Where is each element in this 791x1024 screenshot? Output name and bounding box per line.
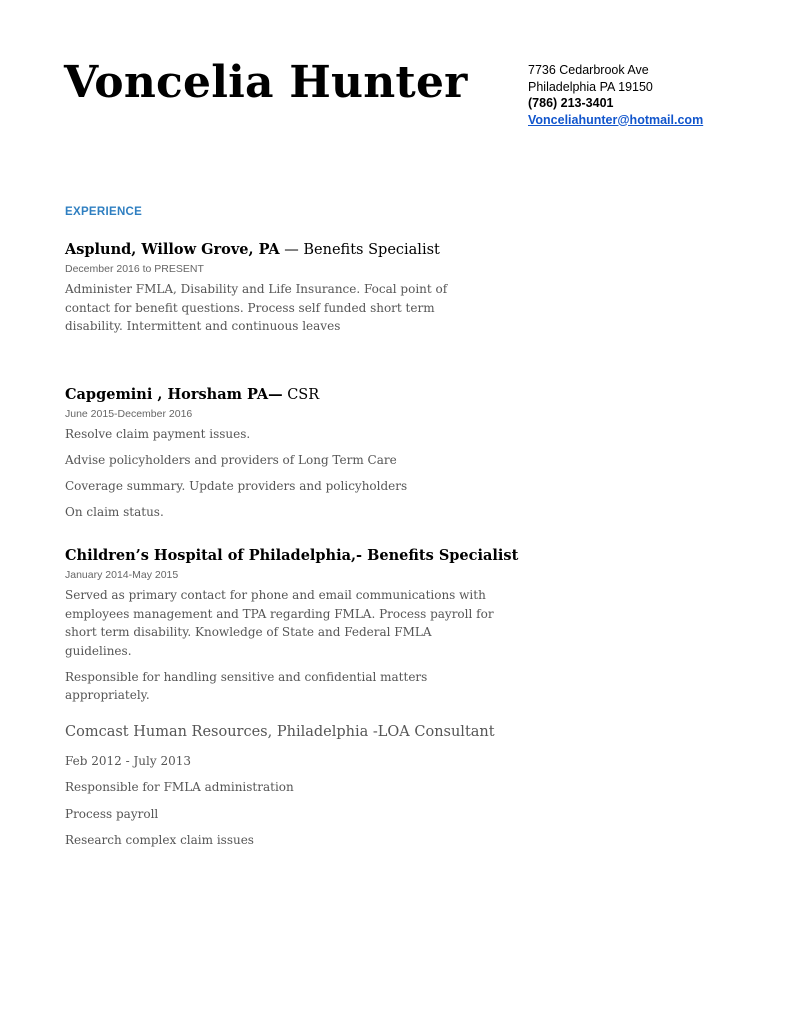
job-title xyxy=(65,386,495,404)
job-description-line: Resolve claim payment issues. xyxy=(65,427,251,441)
job-title xyxy=(65,547,519,565)
job-description-line: On claim status. xyxy=(65,505,164,519)
job-entry-chop xyxy=(65,547,519,705)
phone-number: (786) 213-3401 xyxy=(528,96,614,110)
address-line-1: 7736 Cedarbrook Ave xyxy=(528,63,649,77)
job-description-line: Research complex claim issues xyxy=(65,833,254,847)
job-title xyxy=(65,241,495,259)
address-line-2: Philadelphia PA 19150 xyxy=(528,79,653,94)
job-title-comcast: Comcast Human Resources, Philadelphia -LOA Consultant xyxy=(65,724,495,740)
job-role: CSR xyxy=(282,387,320,403)
job-description: Served as primary contact for phone and email communications with employees management and TPA regarding FMLA. Process payroll for short term disability. Knowledge of State and Federal FMLA guidelines. xyxy=(65,588,494,658)
job-entry-asplund xyxy=(65,241,495,336)
candidate-name: Voncelia Hunter xyxy=(64,57,468,108)
experience-heading: EXPERIENCE xyxy=(65,206,143,218)
job-dates: January 2014-May 2015 xyxy=(65,569,179,581)
job-organization: Capgemini , Horsham PA— xyxy=(65,386,283,403)
contact-block xyxy=(528,62,703,128)
job-dates-comcast: Feb 2012 - July 2013 xyxy=(65,754,191,768)
job-description: Administer FMLA, Disability and Life Insurance. Focal point of contact for benefit questions. Process self funded short term disability. Intermittent and continuous leaves xyxy=(65,282,448,333)
job-organization: Children’s Hospital of Philadelphia,- Benefits Specialist xyxy=(65,547,519,564)
job-description: Responsible for handling sensitive and confidential matters appropriately. xyxy=(65,669,428,702)
job-description-line: Coverage summary. Update providers and policyholders xyxy=(65,479,408,493)
job-entry-capgemini xyxy=(65,386,495,522)
job-dates: June 2015-December 2016 xyxy=(65,408,193,420)
job-description-line: Advise policyholders and providers of Long Term Care xyxy=(65,453,397,467)
job-description-line: Responsible for FMLA administration xyxy=(65,780,294,794)
job-dates: December 2016 to PRESENT xyxy=(65,263,204,275)
email-link[interactable]: Vonceliahunter@hotmail.com xyxy=(528,112,704,127)
job-description-line: Process payroll xyxy=(65,807,159,821)
job-organization: Asplund, Willow Grove, PA xyxy=(65,241,280,258)
job-role: — Benefits Specialist xyxy=(279,242,440,258)
